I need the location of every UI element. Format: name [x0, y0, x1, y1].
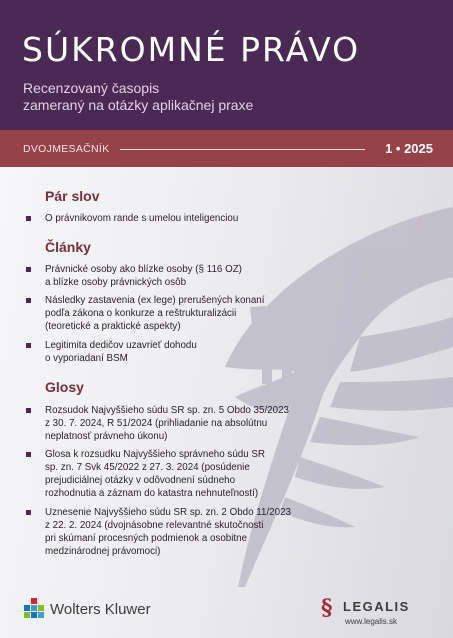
wolters-kluwer-icon [22, 597, 46, 621]
legalis-brand: LEGALIS [343, 599, 410, 614]
feather-column-emblem [0, 167, 453, 638]
toc-item-line: Rozsudok Najvyššieho súdu SR sp. zn. 5 Obdo 35/2023 [45, 405, 289, 416]
toc-item-line: medzinárodnej právomoci) [45, 546, 161, 557]
toc-item-line: (teoretické a praktické aspekty) [45, 321, 181, 332]
bullet-icon [26, 267, 31, 272]
section-title-clanky: Články [45, 239, 91, 255]
masthead [0, 0, 453, 130]
toc-item[interactable] [26, 294, 286, 333]
bullet-icon [26, 452, 31, 457]
bullet-icon [26, 408, 31, 413]
bullet-icon [26, 510, 31, 515]
toc-item-line: o vyporiadaní BSM [45, 353, 128, 364]
frequency-label: DVOJMESAČNÍK [23, 143, 110, 155]
toc-item[interactable] [26, 506, 291, 558]
toc-item-line: rozhodnutia a záznam do katastra nehnuteľností) [45, 488, 259, 499]
toc-item[interactable] [26, 404, 289, 443]
toc-item[interactable] [26, 263, 286, 289]
toc-item-line: Následky zastavenia (ex lege) prerušených konaní [45, 295, 265, 306]
toc-item-line: Glosa k rozsudku Najvyššieho správneho súdu SR [45, 449, 265, 460]
toc-item-line: neplatnosť právneho úkonu) [45, 431, 168, 442]
band-divider [120, 149, 365, 150]
journal-subtitle [23, 80, 253, 114]
journal-title: SÚKROMNÉ PRÁVO [22, 30, 361, 69]
bullet-icon [26, 298, 31, 303]
toc-item-line: z 30. 7. 2024, R 51/2024 (prihliadanie na absolútnu [45, 418, 268, 429]
subtitle-line: Recenzovaný časopis [23, 80, 160, 96]
toc-item-line: Uznesenie Najvyššieho súdu SR sp. zn. 2 Obdo 11/2023 [45, 507, 291, 518]
toc-item-line: sp. zn. 7 Svk 45/2022 z 27. 3. 2024 (posúdenie [45, 462, 250, 473]
toc-item-line: a blízke osoby právnických osôb [45, 277, 187, 288]
subtitle-line: zameraný na otázky aplikačnej praxe [23, 97, 254, 113]
toc-item-line: Právnické osoby ako blízke osoby (§ 116 OZ) [45, 264, 242, 275]
issue-number: 1 • 2025 [385, 141, 433, 156]
wolters-kluwer-logo [22, 597, 151, 623]
toc-item[interactable] [26, 212, 286, 225]
legalis-url[interactable]: www.legalis.sk [345, 617, 398, 626]
issue-band [0, 130, 453, 167]
legalis-logo[interactable] [315, 595, 435, 627]
toc-item-line: O právnikovom rande s umelou inteligenciou [45, 213, 239, 224]
publisher-name: Wolters Kluwer [50, 601, 151, 618]
bullet-icon [26, 216, 31, 221]
contents-area [0, 167, 453, 638]
toc-item-line: podľa zákona o konkurze a reštrukturalizácii [45, 308, 237, 319]
toc-item-line: pri skúmaní procesných podmienok a osobitne [45, 533, 248, 544]
toc-item-line: Legitimita dedičov uzavrieť dohodu [45, 340, 197, 351]
bullet-icon [26, 343, 31, 348]
toc-item[interactable] [26, 339, 286, 365]
paragraph-icon: § [321, 595, 333, 621]
toc-item[interactable] [26, 448, 286, 500]
toc-item-line: prejudiciálnej otázky v odôvodnení súdneho [45, 475, 236, 486]
section-title-par-slov: Pár slov [45, 188, 100, 204]
toc-item-line: z 22. 2. 2024 (dvojnásobne relevantné skutočnosti [45, 520, 264, 531]
section-title-glosy: Glosy [45, 379, 84, 395]
